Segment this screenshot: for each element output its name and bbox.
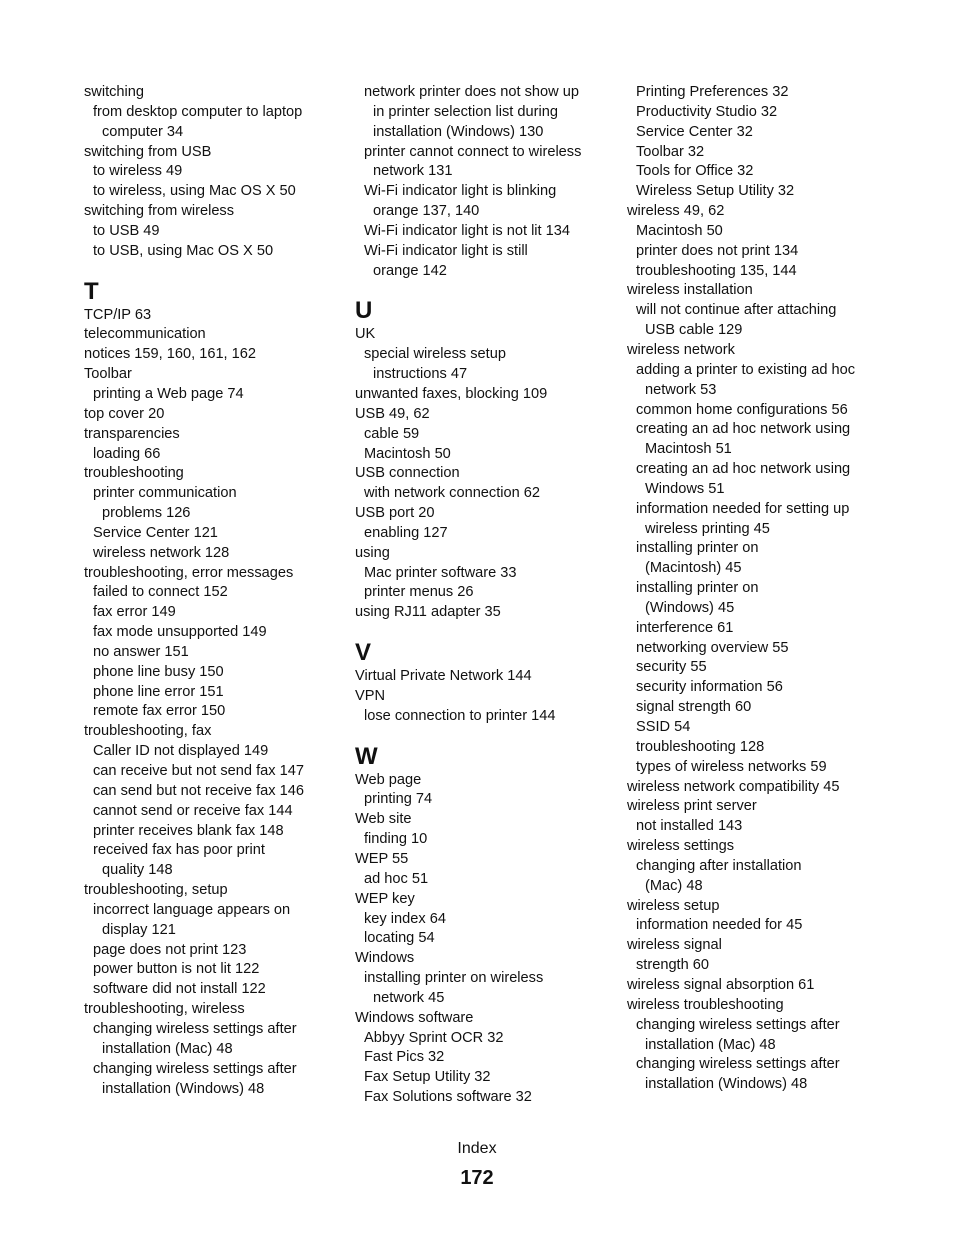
index-entry: notices 159, 160, 161, 162 xyxy=(84,346,257,363)
index-subentry: will not continue after attaching xyxy=(636,302,837,319)
index-subentry: can send but not receive fax 146 xyxy=(93,782,304,799)
index-subentry: wireless printing 45 xyxy=(645,520,770,537)
section-letter: W xyxy=(355,742,378,770)
index-subentry: Caller ID not displayed 149 xyxy=(93,743,269,760)
index-subentry: creating an ad hoc network using xyxy=(636,421,851,438)
index-subentry: finding 10 xyxy=(364,831,428,848)
index-subentry: installation (Windows) 48 xyxy=(102,1080,265,1097)
index-subentry: types of wireless networks 59 xyxy=(636,758,827,775)
index-entry: wireless print server xyxy=(627,798,757,815)
index-subentry: installation (Mac) 48 xyxy=(645,1036,776,1053)
index-entry: switching from USB xyxy=(84,143,212,160)
index-subentry: changing wireless settings after xyxy=(636,1056,840,1073)
index-subentry: ad hoc 51 xyxy=(364,870,429,887)
index-subentry: loading 66 xyxy=(93,445,161,462)
index-subentry: Wireless Setup Utility 32 xyxy=(636,183,795,200)
index-subentry: to USB, using Mac OS X 50 xyxy=(93,242,274,259)
index-subentry: lose connection to printer 144 xyxy=(364,707,556,724)
index-entry: TCP/IP 63 xyxy=(84,306,152,323)
index-entry: telecommunication xyxy=(84,326,206,343)
index-subentry: not installed 143 xyxy=(636,818,743,835)
index-subentry: interference 61 xyxy=(636,619,734,636)
index-subentry: changing after installation xyxy=(636,857,802,874)
index-subentry: common home configurations 56 xyxy=(636,401,848,418)
index-entry: switching xyxy=(84,84,145,100)
index-subentry: to wireless 49 xyxy=(93,163,183,180)
index-subentry: to wireless, using Mac OS X 50 xyxy=(93,183,296,200)
index-subentry: installation (Windows) 130 xyxy=(373,123,544,140)
index-subentry: phone line busy 150 xyxy=(93,663,224,680)
index-entry: WEP 55 xyxy=(355,851,409,867)
index-subentry: Windows 51 xyxy=(645,480,725,497)
index-subentry: Productivity Studio 32 xyxy=(636,103,778,120)
index-subentry: enabling 127 xyxy=(364,524,448,541)
index-subentry: installing printer on xyxy=(636,540,759,557)
index-entry: Web page xyxy=(355,771,422,788)
index-subentry: cable 59 xyxy=(364,425,420,442)
index-subentry: adding a printer to existing ad hoc xyxy=(636,361,856,378)
index-subentry: changing wireless settings after xyxy=(93,1020,297,1037)
index-entry: transparencies xyxy=(84,425,180,442)
index-entry: USB connection xyxy=(355,465,460,482)
index-entry: WEP key xyxy=(355,890,415,907)
index-subentry: quality 148 xyxy=(102,862,173,879)
index-subentry: installation (Windows) 48 xyxy=(645,1076,808,1093)
index-subentry: security information 56 xyxy=(636,679,783,696)
index-entry: wireless setup xyxy=(627,897,720,914)
index-subentry: printing 74 xyxy=(364,791,433,808)
index-entry: wireless signal xyxy=(627,937,722,954)
index-subentry: special wireless setup xyxy=(364,346,506,363)
index-subentry: from desktop computer to laptop xyxy=(93,103,303,120)
index-entry: troubleshooting, fax xyxy=(84,723,212,740)
index-subentry: failed to connect 152 xyxy=(93,584,228,601)
index-subentry: networking overview 55 xyxy=(636,639,789,656)
section-letter: T xyxy=(84,277,99,305)
index-entry: unwanted faxes, blocking 109 xyxy=(355,385,548,402)
section-letter: V xyxy=(355,639,372,667)
index-subentry: to USB 49 xyxy=(93,222,160,239)
index-subentry: computer 34 xyxy=(102,123,184,140)
index-entry: wireless settings xyxy=(627,838,735,855)
index-subentry: problems 126 xyxy=(102,505,191,522)
index-subentry: Tools for Office 32 xyxy=(636,163,754,180)
index-subentry: with network connection 62 xyxy=(364,485,541,502)
index-subentry: Service Center 121 xyxy=(93,524,218,541)
index-subentry: creating an ad hoc network using xyxy=(636,461,851,478)
index-subentry: (Windows) 45 xyxy=(645,599,735,616)
index-subentry: received fax has poor print xyxy=(93,842,265,859)
index-subentry: remote fax error 150 xyxy=(93,703,226,720)
section-letter: U xyxy=(355,297,373,325)
index-subentry: printer does not print 134 xyxy=(636,242,799,259)
index-subentry: information needed for 45 xyxy=(636,917,803,934)
index-entry: USB port 20 xyxy=(355,505,435,522)
index-subentry: Fast Pics 32 xyxy=(364,1049,445,1066)
index-subentry: power button is not lit 122 xyxy=(93,961,260,978)
index-entry: wireless troubleshooting xyxy=(627,996,784,1013)
index-subentry: troubleshooting 128 xyxy=(636,738,765,755)
index-column-2 xyxy=(355,83,617,1108)
index-subentry: no answer 151 xyxy=(93,643,189,660)
index-entry: UK xyxy=(355,326,376,343)
index-subentry: security 55 xyxy=(636,659,707,676)
index-entry: troubleshooting, wireless xyxy=(84,1001,245,1018)
index-subentry: Wi-Fi indicator light is blinking xyxy=(364,183,557,200)
index-subentry: installation (Mac) 48 xyxy=(102,1040,233,1057)
index-entry: Windows xyxy=(355,950,415,967)
index-subentry: cannot send or receive fax 144 xyxy=(93,802,293,819)
index-subentry: installing printer on xyxy=(636,580,759,597)
index-subentry: wireless network 128 xyxy=(93,544,230,561)
index-subentry: installing printer on wireless xyxy=(364,970,544,987)
index-subentry: can receive but not send fax 147 xyxy=(93,763,304,779)
index-subentry: Macintosh 50 xyxy=(364,445,451,462)
index-entry: Windows software xyxy=(355,1009,474,1026)
index-subentry: display 121 xyxy=(102,921,176,938)
index-subentry: software did not install 122 xyxy=(93,981,266,998)
index-subentry: fax mode unsupported 149 xyxy=(93,624,267,641)
index-subentry: network printer does not show up xyxy=(364,84,579,100)
index-entry: troubleshooting, setup xyxy=(84,882,228,899)
index-subentry: information needed for setting up xyxy=(636,500,850,517)
index-subentry: strength 60 xyxy=(636,957,710,974)
index-column-1 xyxy=(84,83,344,1099)
index-subentry: network 131 xyxy=(373,163,453,180)
index-subentry: changing wireless settings after xyxy=(93,1060,297,1077)
index-subentry: SSID 54 xyxy=(636,719,691,735)
index-subentry: locating 54 xyxy=(364,930,435,947)
index-entry: wireless network compatibility 45 xyxy=(627,778,840,795)
index-subentry: signal strength 60 xyxy=(636,699,752,716)
index-entry: wireless installation xyxy=(627,282,753,299)
index-subentry: changing wireless settings after xyxy=(636,1016,840,1033)
index-subentry: phone line error 151 xyxy=(93,683,224,700)
index-subentry: Macintosh 51 xyxy=(645,441,732,458)
index-subentry: Fax Setup Utility 32 xyxy=(364,1069,491,1086)
index-subentry: network 53 xyxy=(645,381,717,398)
page-number: 172 xyxy=(460,1167,494,1189)
footer-section-label: Index xyxy=(457,1140,497,1157)
index-entry: using xyxy=(355,544,390,561)
index-entry: USB 49, 62 xyxy=(355,405,430,422)
index-entry: troubleshooting, error messages xyxy=(84,564,294,581)
index-subentry: key index 64 xyxy=(364,910,446,927)
index-subentry: Wi-Fi indicator light is still xyxy=(364,242,528,259)
index-entry: troubleshooting xyxy=(84,465,184,482)
index-subentry: instructions 47 xyxy=(373,366,468,383)
index-entry: Virtual Private Network 144 xyxy=(355,668,532,685)
index-entry: wireless signal absorption 61 xyxy=(627,976,815,993)
index-entry: Web site xyxy=(355,811,412,828)
index-entry: using RJ11 adapter 35 xyxy=(355,604,501,621)
index-subentry: Abbyy Sprint OCR 32 xyxy=(364,1029,504,1046)
index-entry: top cover 20 xyxy=(84,405,165,422)
index-entry: switching from wireless xyxy=(84,203,235,220)
index-entry: VPN xyxy=(355,687,386,704)
index-subentry: incorrect language appears on xyxy=(93,901,291,918)
index-subentry: USB cable 129 xyxy=(645,322,743,339)
index-entry: wireless network xyxy=(627,341,735,358)
index-subentry: (Macintosh) 45 xyxy=(645,560,742,577)
index-subentry: (Mac) 48 xyxy=(645,877,703,894)
index-subentry: page does not print 123 xyxy=(93,941,247,958)
index-subentry: printer receives blank fax 148 xyxy=(93,822,284,839)
index-subentry: Toolbar 32 xyxy=(636,143,705,160)
index-subentry: orange 142 xyxy=(373,262,447,279)
index-subentry: Printing Preferences 32 xyxy=(636,84,789,100)
index-subentry: fax error 149 xyxy=(93,604,176,621)
index-subentry: printer cannot connect to wireless xyxy=(364,143,582,160)
index-subentry: troubleshooting 135, 144 xyxy=(636,262,797,279)
index-subentry: printer menus 26 xyxy=(364,584,474,601)
index-subentry: Wi-Fi indicator light is not lit 134 xyxy=(364,222,571,239)
index-subentry: Service Center 32 xyxy=(636,123,753,140)
index-subentry: printing a Web page 74 xyxy=(93,385,244,402)
index-entry: Toolbar xyxy=(84,366,132,383)
index-column-3 xyxy=(627,83,889,1095)
index-subentry: printer communication xyxy=(93,485,237,502)
index-subentry: Fax Solutions software 32 xyxy=(364,1089,532,1106)
index-subentry: Mac printer software 33 xyxy=(364,564,517,581)
index-subentry: network 45 xyxy=(373,989,445,1006)
index-subentry: Macintosh 50 xyxy=(636,222,723,239)
index-entry: wireless 49, 62 xyxy=(627,203,725,220)
index-subentry: in printer selection list during xyxy=(373,103,558,120)
index-subentry: orange 137, 140 xyxy=(373,203,480,220)
